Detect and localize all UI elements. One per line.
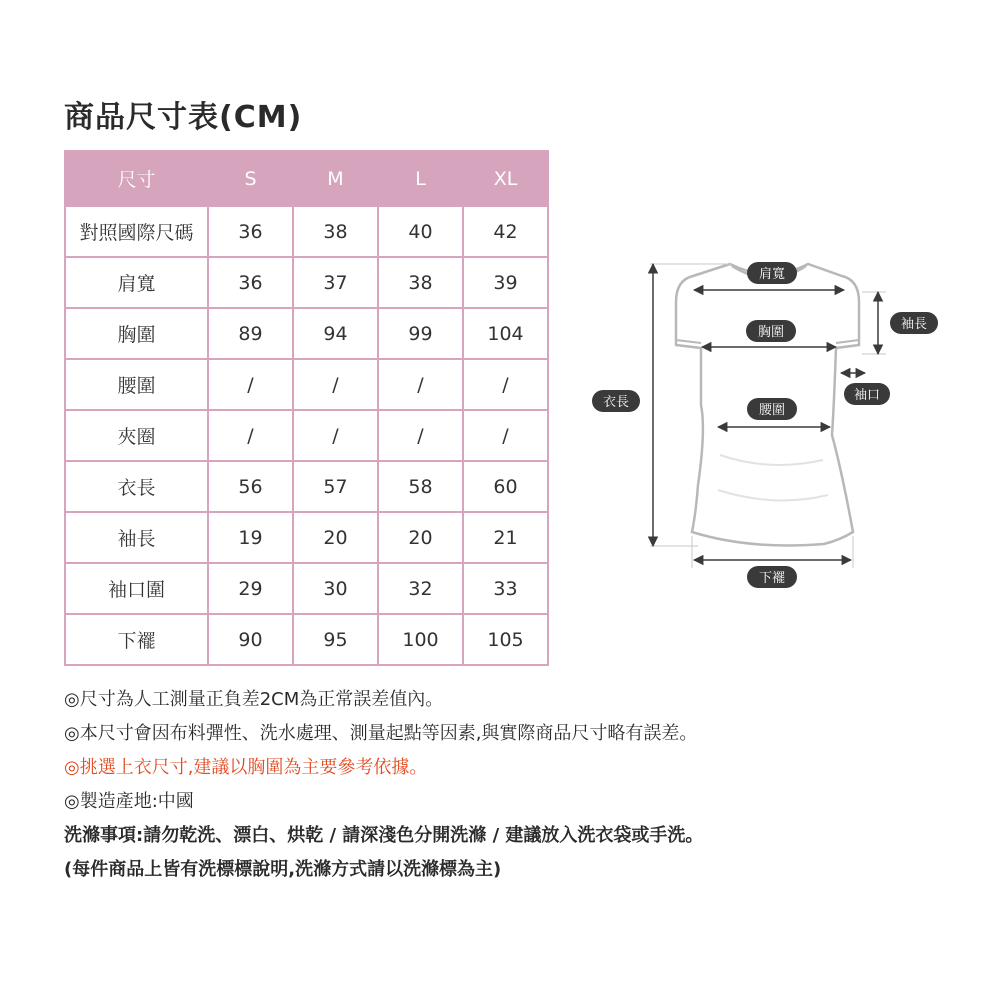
table-cell: 105 <box>463 614 548 665</box>
table-cell: / <box>293 410 378 461</box>
table-cell: 29 <box>208 563 293 614</box>
table-cell: 19 <box>208 512 293 563</box>
svg-text:袖口: 袖口 <box>853 388 881 403</box>
table-cell: 58 <box>378 461 463 512</box>
page-title: 商品尺寸表(CM) <box>64 100 303 135</box>
table-cell: 100 <box>378 614 463 665</box>
row-label: 胸圍 <box>65 308 208 359</box>
table-cell: 60 <box>463 461 548 512</box>
table-cell: 36 <box>208 257 293 308</box>
table-cell: 20 <box>378 512 463 563</box>
note-origin: ◎製造產地:中國 <box>64 791 194 812</box>
table-row <box>65 461 548 512</box>
table-cell: / <box>208 359 293 410</box>
shoulder-label <box>747 262 797 284</box>
table-cell: 30 <box>293 563 378 614</box>
table-cell: 57 <box>293 461 378 512</box>
table-cell: 38 <box>293 206 378 257</box>
svg-text:下襬: 下襬 <box>758 571 786 586</box>
header-cell: XL <box>463 151 548 206</box>
table-row <box>65 410 548 461</box>
table-cell: 94 <box>293 308 378 359</box>
table-cell: 104 <box>463 308 548 359</box>
chest-label <box>746 320 796 342</box>
table-cell: 89 <box>208 308 293 359</box>
length-label <box>592 390 640 412</box>
table-cell: / <box>208 410 293 461</box>
svg-text:胸圍: 胸圍 <box>757 325 785 340</box>
table-row <box>65 614 548 665</box>
svg-text:袖長: 袖長 <box>900 317 928 332</box>
table-row <box>65 257 548 308</box>
table-row <box>65 512 548 563</box>
table-row <box>65 359 548 410</box>
table-cell: 37 <box>293 257 378 308</box>
note-washing-instructions: 洗滌事項:請勿乾洗、漂白、烘乾 / 請深淺色分開洗滌 / 建議放入洗衣袋或手洗。 <box>64 825 704 846</box>
table-cell: 99 <box>378 308 463 359</box>
table-header-row <box>65 151 548 206</box>
table-cell: / <box>293 359 378 410</box>
table-cell: 36 <box>208 206 293 257</box>
table-cell: 90 <box>208 614 293 665</box>
header-cell: S <box>208 151 293 206</box>
svg-text:肩寬: 肩寬 <box>758 267 786 282</box>
table-row <box>65 206 548 257</box>
row-label: 對照國際尺碼 <box>65 206 208 257</box>
table-cell: 95 <box>293 614 378 665</box>
tshirt-measurement-diagram <box>580 250 940 600</box>
note-size-variance: ◎本尺寸會因布料彈性、洗水處理、測量起點等因素,與實際商品尺寸略有誤差。 <box>64 723 698 744</box>
sleeve-length-label <box>890 312 938 334</box>
table-cell: / <box>463 410 548 461</box>
row-label: 腰圍 <box>65 359 208 410</box>
note-size-recommendation: ◎挑選上衣尺寸,建議以胸圍為主要參考依據。 <box>64 757 428 778</box>
table-cell: 42 <box>463 206 548 257</box>
note-measurement-tolerance: ◎尺寸為人工測量正負差2CM為正常誤差值內。 <box>64 689 444 710</box>
table-cell: 39 <box>463 257 548 308</box>
waist-label <box>747 398 797 420</box>
note-washing-label: (每件商品上皆有洗標標說明,洗滌方式請以洗滌標為主) <box>64 859 502 880</box>
table-cell: 20 <box>293 512 378 563</box>
table-cell: / <box>378 410 463 461</box>
table-row <box>65 308 548 359</box>
table-cell: / <box>463 359 548 410</box>
row-label: 下襬 <box>65 614 208 665</box>
row-label: 袖長 <box>65 512 208 563</box>
header-cell: 尺寸 <box>65 151 208 206</box>
row-label: 夾圈 <box>65 410 208 461</box>
row-label: 袖口圍 <box>65 563 208 614</box>
table-row <box>65 563 548 614</box>
svg-text:腰圍: 腰圍 <box>758 403 786 418</box>
svg-text:衣長: 衣長 <box>602 395 630 410</box>
hem-label <box>747 566 797 588</box>
table-cell: 40 <box>378 206 463 257</box>
table-cell: 38 <box>378 257 463 308</box>
cuff-label <box>844 383 890 405</box>
notes-section <box>64 683 964 887</box>
size-table <box>64 150 549 666</box>
table-cell: 33 <box>463 563 548 614</box>
row-label: 肩寬 <box>65 257 208 308</box>
table-cell: 32 <box>378 563 463 614</box>
table-cell: 56 <box>208 461 293 512</box>
table-cell: / <box>378 359 463 410</box>
header-cell: L <box>378 151 463 206</box>
row-label: 衣長 <box>65 461 208 512</box>
header-cell: M <box>293 151 378 206</box>
table-cell: 21 <box>463 512 548 563</box>
